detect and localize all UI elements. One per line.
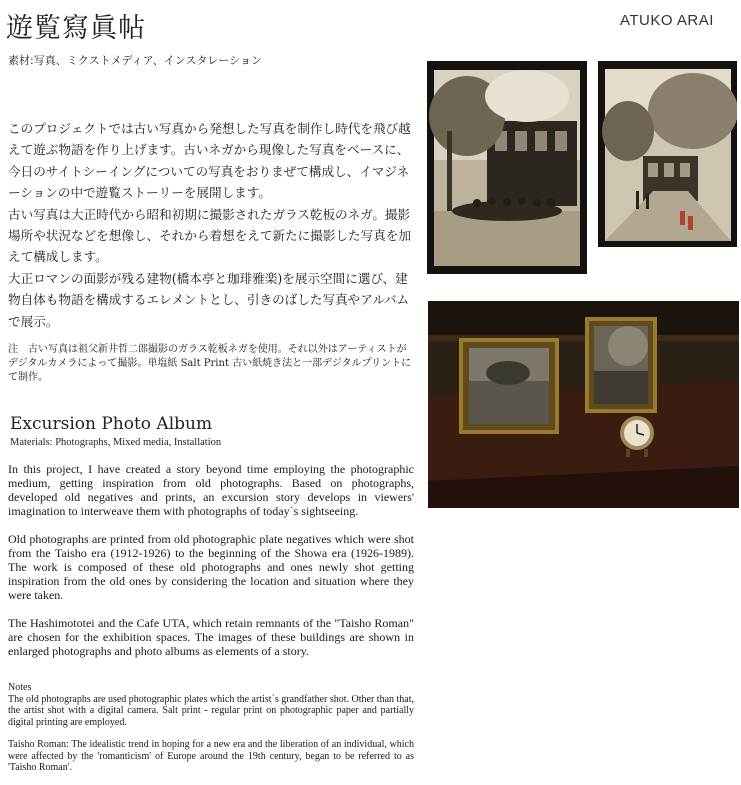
en-paragraph-1: In this project, I have created a story beyond time employing the photographic medium, getting inspiration from old photographs. Based on photographs, developed old negatives and prints, an excursion story develops in viewers' imagination to interweave them with photographs of today`s sightseeing. (8, 462, 414, 518)
materials-ja: 素材:写真、ミクストメディア、インスタレーション (8, 54, 262, 67)
note-2: Taisho Roman: The idealistic trend in hoping for a new era and the liberation of an individual, which were affected by the 'romanticism' of Europe around the 19th century, began to be referred to as 'Taisho Roman'. (8, 739, 414, 773)
old-plate-photo-picnic (427, 61, 587, 274)
note-1: The old photographs are used photographic plates which the artist`s grandfather shot. Other than that, the artist shot with a digital camera. Salt print - regular print on photographic paper and partially digital printing are employed. (8, 693, 414, 728)
japanese-description (8, 118, 414, 332)
en-paragraph-3: The Hashimototei and the Cafe UTA, which retain remnants of the "Taisho Roman" are chosen for the exhibition spaces. The images of these buildings are shown in enlarged photographs and photo albums as elements of a story. (8, 616, 414, 658)
jp-paragraph-3: 大正ロマンの面影が残る建物(橋本亭と珈琲雅楽)を展示空間に選び、建物自体も物語を構成するエレメントとし、引きのばした写真やアルバムで展示。 (8, 270, 410, 329)
artist-name: ATUKO ARAI (620, 12, 714, 29)
en-paragraph-2: Old photographs are printed from old photographic plate negatives which were shot from the Taisho era (1912-1926) to the beginning of the Showa era (1926-1989). The work is composed of these old photographs and ones newly shot getting inspiration from the old ones by considering the location and situation where they were taken. (8, 532, 414, 602)
jp-paragraph-2: 古い写真は大正時代から昭和初期に撮影されたガラス乾板のネガ。撮影場所や状況などを想像し、それから着想をえて新たに撮影した写真を加えて構成します。 (8, 206, 411, 265)
english-title: Excursion Photo Album (10, 414, 213, 434)
english-notes (8, 682, 414, 785)
page-title-ja: 遊覧寫眞帖 (6, 13, 146, 44)
japanese-note: 注 古い写真は祖父新井哲二郎撮影のガラス乾板ネガを使用。それ以外はアーティストがデジタルカメラによって撮影。単塩紙 Salt Print 古い紙焼き法と一部デジタルプリントにて制作。 (8, 344, 412, 383)
jp-paragraph-1: このプロジェクトでは古い写真から発想した写真を制作し時代を飛び越えて遊ぶ物語を作り上げます。古いネガから現像した写真をベースに、今日のサイトシーイングについての写真をおりまぜて構成し、イマジネーションの中で遊覧ストーリーを展開します。 (8, 121, 411, 201)
plate-photo-street (598, 61, 737, 247)
english-materials: Materials: Photographs, Mixed media, Installation (10, 437, 222, 448)
installation-photo-frames (428, 301, 739, 508)
english-description (8, 462, 414, 672)
notes-heading: Notes (8, 682, 32, 693)
